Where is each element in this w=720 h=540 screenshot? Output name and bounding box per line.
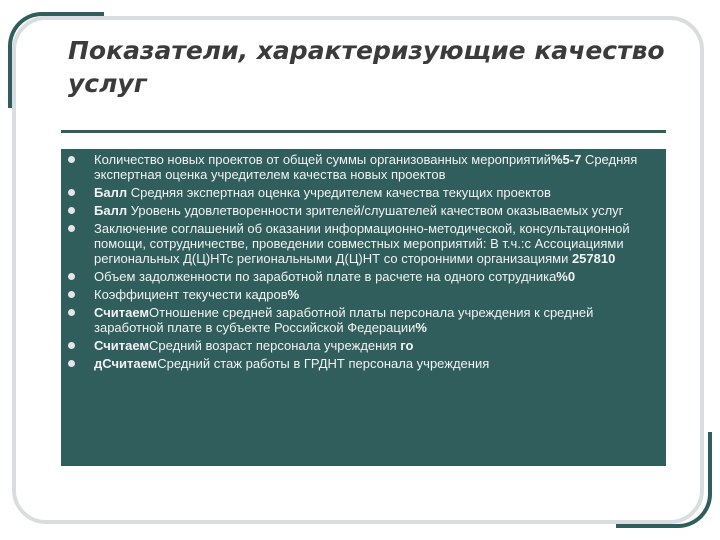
list-item: Заключение соглашений об оказании информационно-методической, консультационной помощи, сотрудничестве, проведении совместных мероприятий: В т.ч.:с Ассоциациями региональных Д(Ц)НТс региональными Д(Ц)НТ со сторонними организациями 257810 (61, 221, 658, 266)
list-item: Балл Уровень удовлетворенности зрителей/слушателей качеством оказываемых услуг (61, 203, 658, 218)
list-item: Балл Средняя экспертная оценка учредителем качества текущих проектов (61, 185, 658, 200)
bullet-icon (68, 156, 75, 163)
bullet-icon (68, 189, 75, 196)
list-item: Объем задолженности по заработной плате в расчете на одного сотрудника%0 (61, 269, 658, 284)
indicator-list (61, 149, 666, 371)
title-divider (61, 130, 666, 133)
list-item: Количество новых проектов от общей суммы организованных мероприятий%5-7 Средняя экспертная оценка учредителем качества новых проектов (61, 152, 658, 182)
content-panel (61, 149, 666, 466)
bullet-icon (68, 342, 75, 349)
slide-title: Показатели, характеризующие качество услуг (68, 36, 665, 98)
list-item: СчитаемСредний возраст персонала учреждения го (61, 338, 658, 353)
bullet-icon (68, 207, 75, 214)
bullet-icon (68, 225, 75, 232)
list-item: дСчитаемСредний стаж работы в ГРДНТ персонала учреждения (61, 356, 658, 371)
list-item: Коэффициент текучести кадров% (61, 287, 658, 302)
list-item: СчитаемОтношение средней заработной платы персонала учреждения к средней заработной плате в субъекте Российской Федерации% (61, 305, 658, 335)
bullet-icon (68, 360, 75, 367)
bullet-icon (68, 273, 75, 280)
bullet-icon (68, 291, 75, 298)
bullet-icon (68, 309, 75, 316)
